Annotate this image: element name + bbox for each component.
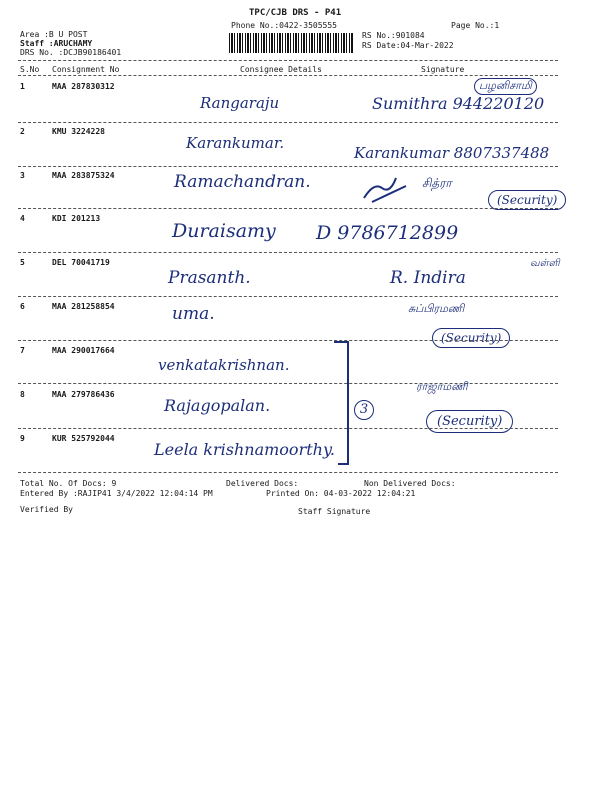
row-9-consignee: Leela krishnamoorthy. bbox=[154, 440, 335, 459]
rs-number: RS No.:901084 bbox=[362, 31, 425, 40]
row-divider bbox=[18, 428, 558, 429]
row-5-sno: 5 bbox=[20, 258, 25, 267]
row-3-signature-scribble bbox=[362, 176, 412, 206]
row-1-consignee: Rangaraju bbox=[200, 94, 280, 112]
row-6-signature: சுப்பிரமணி bbox=[408, 302, 465, 315]
row-5-consignment: DEL 70041719 bbox=[52, 258, 110, 267]
row-9-consignment: KUR 525792044 bbox=[52, 434, 115, 443]
row-3-consignment: MAA 283875324 bbox=[52, 171, 115, 180]
row-divider bbox=[18, 252, 558, 253]
col-header-consignee: Consignee Details bbox=[240, 65, 322, 74]
drs-number: DRS No. :DCJB90186401 bbox=[20, 48, 122, 57]
row-5-stamp: வள்ளி bbox=[530, 258, 560, 269]
col-header-sno: S.No bbox=[20, 65, 40, 74]
delivered-docs: Delivered Docs: bbox=[226, 479, 299, 488]
row-2-consignment: KMU 3224228 bbox=[52, 127, 105, 136]
col-header-signature: Signature bbox=[421, 65, 465, 74]
row-4-sno: 4 bbox=[20, 214, 25, 223]
row-divider bbox=[18, 340, 558, 341]
row-divider bbox=[18, 122, 558, 123]
staff-label: Staff :ARUCHAMY bbox=[20, 39, 93, 48]
row-5-signature: R. Indira bbox=[390, 268, 466, 288]
row-1-stamp: பழனிசாமி bbox=[474, 78, 537, 95]
row-3-signature: சித்ரா bbox=[422, 176, 452, 190]
row-8-consignee: Rajagopalan. bbox=[164, 396, 271, 415]
row-6-sno: 6 bbox=[20, 302, 25, 311]
col-header-consignment: Consignment No bbox=[52, 65, 120, 74]
bracket-count-mark: 3 bbox=[354, 400, 374, 420]
row-3-sno: 3 bbox=[20, 171, 25, 180]
row-3-stamp: (Security) bbox=[488, 190, 566, 210]
row-2-sno: 2 bbox=[20, 127, 25, 136]
area-label: Area :B U POST bbox=[20, 30, 88, 39]
row-6-stamp: (Security) bbox=[432, 328, 510, 348]
row-7-consignee: venkatakrishnan. bbox=[158, 356, 290, 374]
row-1-consignment: MAA 287830312 bbox=[52, 82, 115, 91]
row-1-signature: Sumithra 944220120 bbox=[372, 94, 545, 113]
row-2-signature: Karankumar 8807337488 bbox=[354, 144, 550, 162]
entered-by: Entered By :RAJIP41 3/4/2022 12:04:14 PM bbox=[20, 489, 213, 498]
non-delivered-docs: Non Delivered Docs: bbox=[364, 479, 456, 488]
total-docs: Total No. Of Docs: 9 bbox=[20, 479, 117, 488]
row-4-consignee: Duraisamy bbox=[172, 220, 276, 242]
header-divider bbox=[18, 60, 558, 61]
row-4-consignment: KDI 201213 bbox=[52, 214, 101, 223]
row-6-consignment: MAA 281258854 bbox=[52, 302, 115, 311]
row-5-consignee: Prasanth. bbox=[168, 268, 251, 288]
row-8-signature: ராஜாமணி bbox=[416, 380, 468, 393]
row-divider bbox=[18, 166, 558, 167]
column-header-divider bbox=[18, 75, 558, 76]
row-6-consignee: uma. bbox=[172, 304, 215, 324]
table-bottom-divider bbox=[18, 472, 558, 473]
document-title: TPC/CJB DRS - P41 bbox=[249, 8, 342, 18]
barcode bbox=[229, 33, 354, 53]
row-8-stamp: (Security) bbox=[426, 410, 513, 433]
verified-by: Verified By bbox=[20, 505, 73, 514]
row-8-consignment: MAA 279786436 bbox=[52, 390, 115, 399]
row-divider bbox=[18, 383, 558, 384]
page-number: Page No.:1 bbox=[451, 21, 500, 30]
row-3-consignee: Ramachandran. bbox=[174, 172, 311, 192]
row-2-consignee: Karankumar. bbox=[186, 134, 285, 152]
phone-number: Phone No.:0422-3505555 bbox=[231, 21, 337, 30]
row-1-sno: 1 bbox=[20, 82, 25, 91]
row-divider bbox=[18, 208, 558, 209]
rs-date: RS Date:04-Mar-2022 bbox=[362, 41, 454, 50]
printed-on: Printed On: 04-03-2022 12:04:21 bbox=[266, 489, 416, 498]
row-divider bbox=[18, 296, 558, 297]
row-4-signature: D 9786712899 bbox=[316, 222, 459, 244]
row-7-consignment: MAA 290017664 bbox=[52, 346, 115, 355]
staff-signature: Staff Signature bbox=[298, 507, 371, 516]
row-7-sno: 7 bbox=[20, 346, 25, 355]
row-9-sno: 9 bbox=[20, 434, 25, 443]
row-8-sno: 8 bbox=[20, 390, 25, 399]
